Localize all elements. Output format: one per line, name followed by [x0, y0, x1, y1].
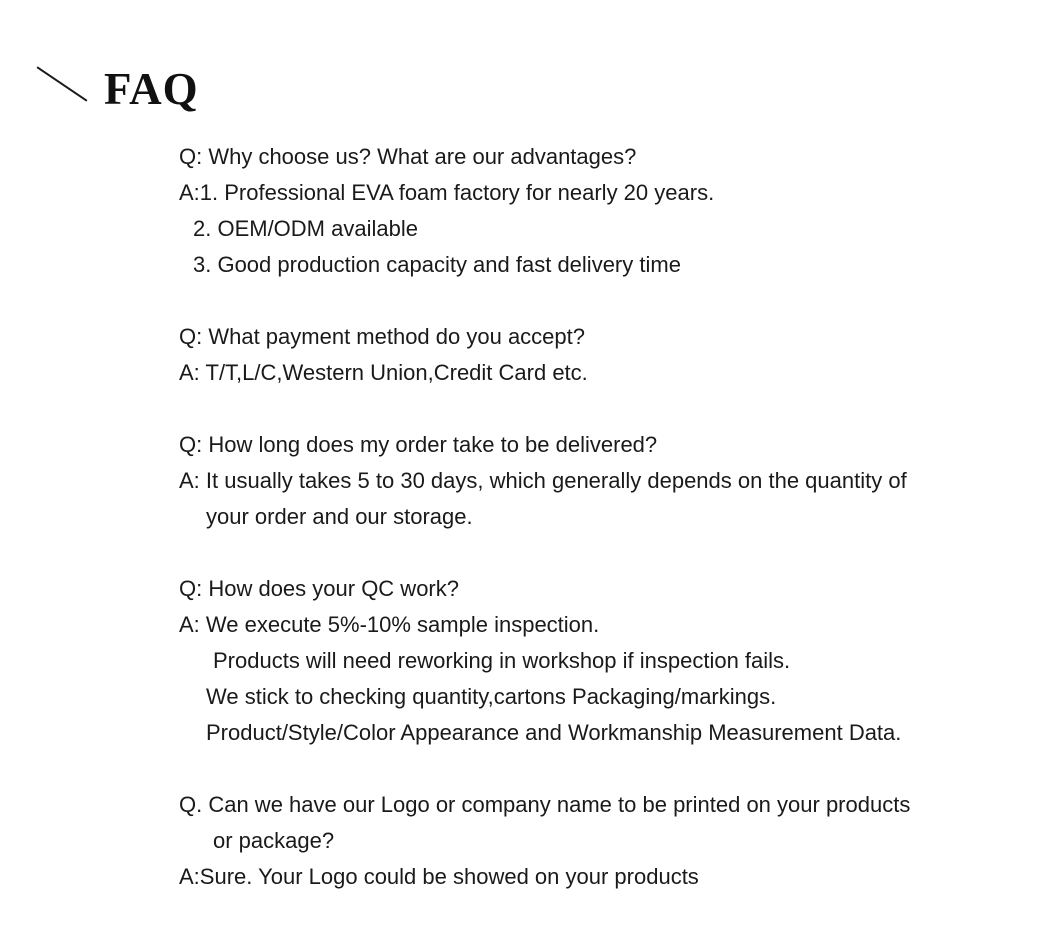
page-title: FAQ — [104, 64, 199, 114]
faq-question: Q: Why choose us? What are our advantages? — [179, 144, 637, 169]
faq-answer: A:1. Professional EVA foam factory for nearly 20 years. — [179, 180, 715, 205]
decorative-slash — [37, 66, 88, 101]
faq-answer: Products will need reworking in workshop if inspection fails. — [213, 648, 791, 673]
faq-answer: A:Sure. Your Logo could be showed on your products — [179, 864, 699, 889]
faq-answer: A: We execute 5%-10% sample inspection. — [179, 612, 600, 637]
faq-question: Q: How long does my order take to be delivered? — [179, 432, 658, 457]
faq-question: Q: How does your QC work? — [179, 576, 459, 601]
faq-answer: 2. OEM/ODM available — [193, 216, 418, 241]
faq-question: Q: What payment method do you accept? — [179, 324, 586, 349]
faq-answer: A: T/T,L/C,Western Union,Credit Card etc. — [179, 360, 588, 385]
faq-answer: your order and our storage. — [206, 504, 473, 529]
faq-answer: We stick to checking quantity,cartons Packaging/markings. — [206, 684, 777, 709]
faq-answer: A: It usually takes 5 to 30 days, which generally depends on the quantity of — [179, 468, 907, 493]
faq-question: Q. Can we have our Logo or company name to be printed on your products — [179, 792, 911, 817]
faq-question: or package? — [213, 828, 335, 853]
faq-answer: Product/Style/Color Appearance and Workmanship Measurement Data. — [206, 720, 902, 745]
faq-answer: 3. Good production capacity and fast delivery time — [193, 252, 681, 277]
